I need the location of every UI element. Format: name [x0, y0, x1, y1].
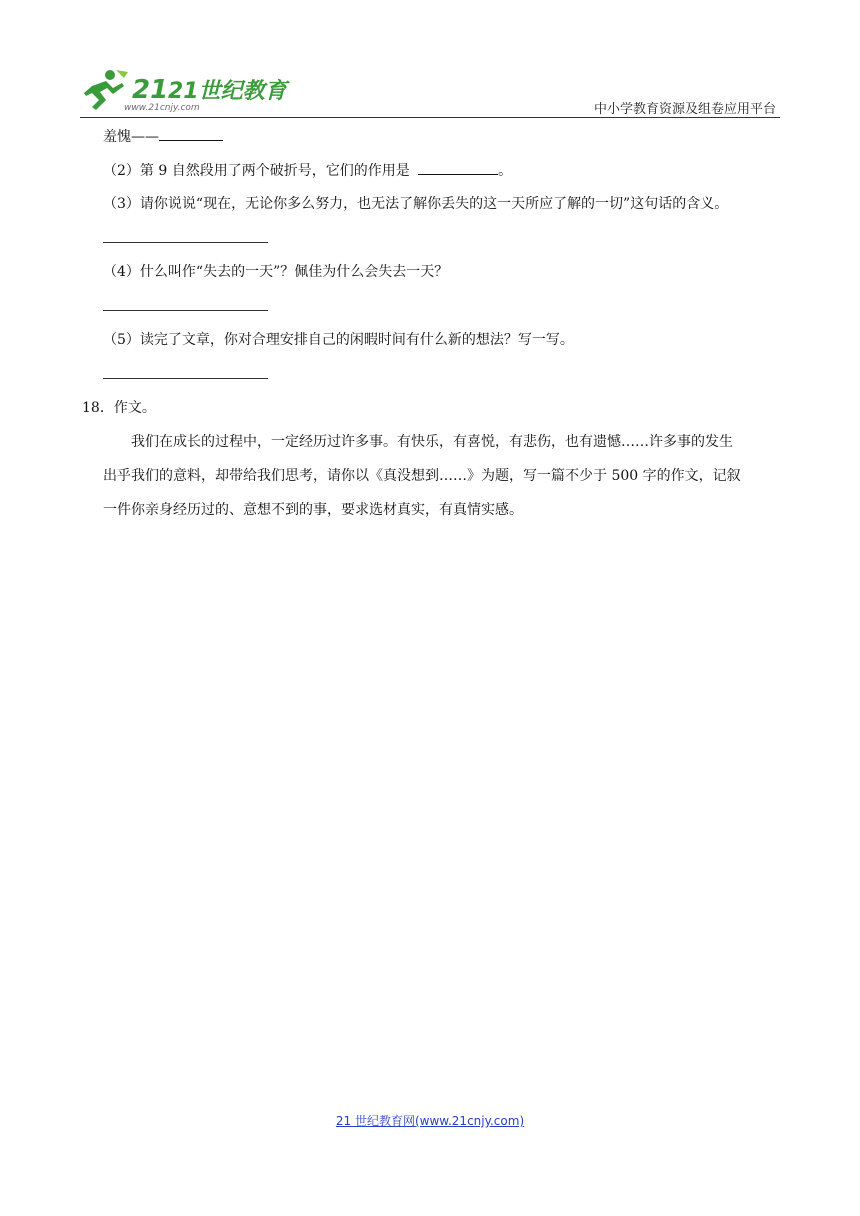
question-3-text: （3）请你说说“现在，无论你多么努力，也无法了解你丢失的这一天所应了解的一切”这句话的含义。	[103, 196, 729, 212]
page-header	[80, 66, 780, 118]
question-2-end: 。	[498, 163, 513, 179]
svg-text:www.21cnjy.com: www.21cnjy.com	[124, 103, 200, 113]
shame-label: 羞愧——	[103, 129, 159, 145]
shame-line	[103, 126, 223, 147]
question-4-answer-line[interactable]	[103, 310, 268, 311]
platform-name: 中小学教育资源及组卷应用平台	[593, 102, 776, 117]
question-18-title: 18．作文。	[82, 400, 156, 416]
question-18-line-1: 我们在成长的过程中，一定经历过许多事。有快乐，有喜悦，有悲伤，也有遗憾……许多事的发生	[131, 434, 733, 450]
header-divider	[80, 117, 780, 118]
question-2	[103, 160, 512, 181]
svg-text:21世纪教育: 21世纪教育	[168, 79, 287, 104]
question-3-answer-line[interactable]	[103, 242, 268, 243]
runner-logo-icon	[80, 66, 287, 114]
shame-answer-blank[interactable]	[159, 126, 223, 141]
site-logo[interactable]	[80, 66, 287, 114]
question-18-line-3: 一件你亲身经历过的、意想不到的事，要求选材真实，有真情实感。	[103, 502, 523, 518]
question-2-answer-blank[interactable]	[418, 160, 498, 175]
footer-site-link[interactable]: 21 世纪教育网(www.21cnjy.com)	[335, 1114, 525, 1128]
svg-text:21: 21	[132, 75, 169, 105]
question-4-text: （4）什么叫作“失去的一天”？佩佳为什么会失去一天？	[103, 264, 449, 280]
question-2-text: （2）第 9 自然段用了两个破折号，它们的作用是	[103, 163, 410, 179]
question-18-line-2: 出乎我们的意料，却带给我们思考，请你以《真没想到……》为题，写一篇不少于 500 字的作文，记叙	[103, 468, 741, 484]
page-footer	[0, 1112, 860, 1129]
question-5-text: （5）读完了文章，你对合理安排自己的闲暇时间有什么新的想法？写一写。	[103, 332, 574, 348]
question-5-answer-line[interactable]	[103, 378, 268, 379]
